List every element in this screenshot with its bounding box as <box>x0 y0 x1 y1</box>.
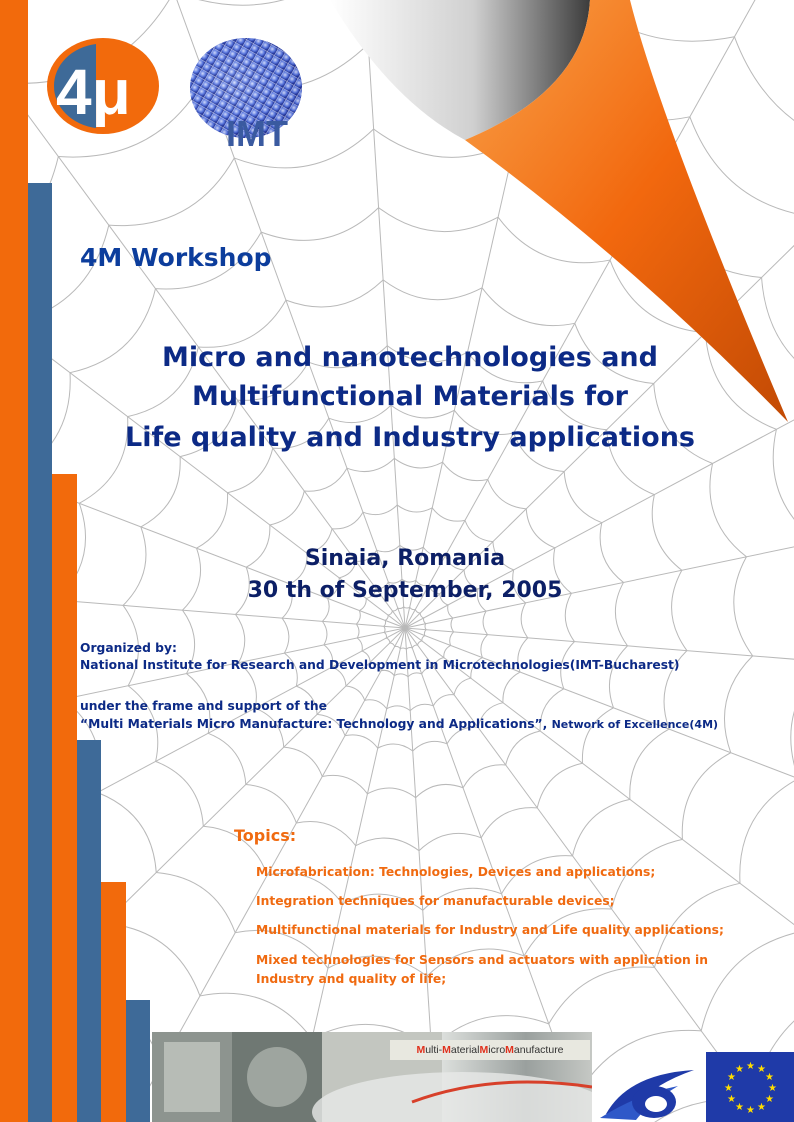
strip-word: icro <box>488 1044 506 1056</box>
organized-by-label: Organized by: <box>80 641 177 655</box>
svg-text:★: ★ <box>746 1061 755 1072</box>
fp6-logo <box>598 1064 698 1122</box>
organizer-name: National Institute for Research and Development in Microtechnologies(IMT-Bucharest) <box>80 658 680 672</box>
venue-date: 30 th of September, 2005 <box>247 578 563 603</box>
strip-word: anufacture <box>513 1044 564 1056</box>
strip-letter: M <box>416 1044 426 1056</box>
svg-text:★: ★ <box>746 1105 755 1116</box>
svg-text:★: ★ <box>735 1063 744 1075</box>
strip-letter: M <box>442 1044 451 1056</box>
svg-text:★: ★ <box>768 1083 777 1094</box>
network-name: “Multi Materials Micro Manufacture: Technology and Applications”, <box>80 717 548 731</box>
left-blue-bar-1 <box>28 183 52 1122</box>
title-line-2: Multifunctional Materials for <box>192 381 628 412</box>
strip-letter: M <box>479 1044 489 1056</box>
strip-word: ulti- <box>425 1044 443 1056</box>
topic-item: Integration techniques for manufacturable devices; <box>256 894 615 908</box>
footer-photo-strip <box>152 1032 592 1122</box>
topic-item: Multifunctional materials for Industry and Life quality applications; <box>256 923 724 937</box>
svg-text:★: ★ <box>724 1083 733 1094</box>
topics-heading: Topics: <box>234 826 297 845</box>
strip-brand-label <box>390 1040 590 1060</box>
svg-text:IMT: IMT <box>226 113 288 152</box>
svg-text:★: ★ <box>757 1102 766 1114</box>
imt-logo <box>186 32 316 152</box>
svg-text:★: ★ <box>735 1102 744 1114</box>
title-line-1: Micro and nanotechnologies and <box>162 342 658 373</box>
topic-item: Microfabrication: Technologies, Devices and applications; <box>256 865 656 879</box>
left-orange-bar-2 <box>52 474 77 1122</box>
frame-label: under the frame and support of the <box>80 699 327 713</box>
svg-text:★: ★ <box>726 1072 736 1083</box>
title-line-3: Life quality and Industry applications <box>125 422 695 453</box>
4m-logo <box>44 36 162 136</box>
svg-text:★: ★ <box>765 1094 775 1105</box>
left-orange-bar-1 <box>0 0 28 1122</box>
left-blue-bar-2 <box>77 740 101 1122</box>
strip-word: aterial <box>450 1044 480 1056</box>
svg-text:4μ: 4μ <box>56 56 131 128</box>
topic-item: Industry and quality of life; <box>256 972 447 986</box>
venue-place: Sinaia, Romania <box>304 546 506 571</box>
left-blue-bar-3 <box>126 1000 150 1122</box>
svg-text:★: ★ <box>765 1072 775 1083</box>
topic-item: Mixed technologies for Sensors and actuators with application in <box>256 953 709 967</box>
left-orange-bar-3 <box>101 882 126 1122</box>
svg-text:★: ★ <box>726 1094 736 1105</box>
network-suffix: Network of Excellence(4M) <box>551 718 719 731</box>
workshop-heading: 4M Workshop <box>80 243 272 272</box>
svg-text:★: ★ <box>757 1063 766 1075</box>
network-line <box>80 717 718 731</box>
strip-letter: M <box>505 1044 514 1056</box>
eu-flag-icon <box>706 1052 794 1122</box>
